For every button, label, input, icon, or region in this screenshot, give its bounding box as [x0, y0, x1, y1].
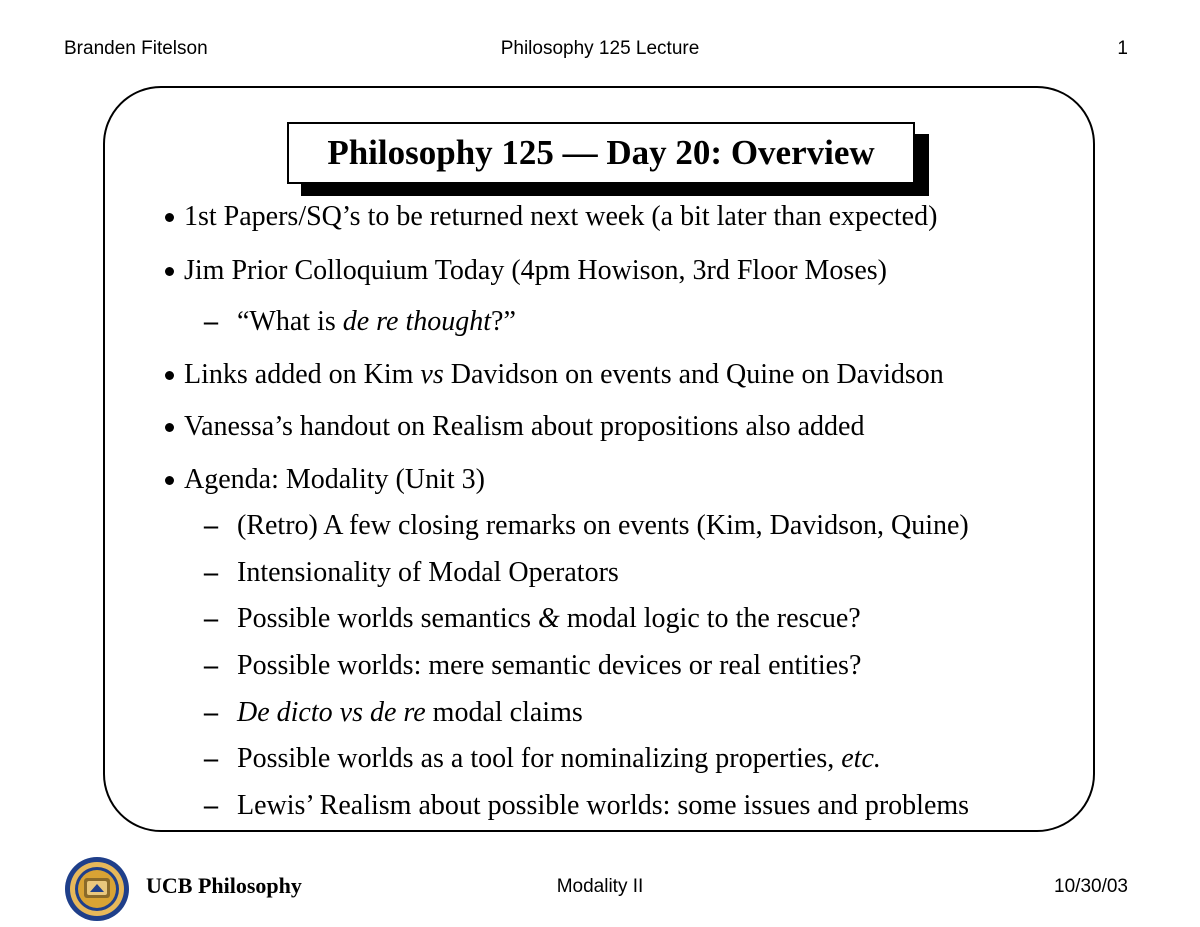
text-part: Davidson on events and Quine on Davidson	[443, 359, 944, 390]
sub-item	[237, 696, 583, 730]
text-part: Possible worlds as a tool for nominalizing properties,	[237, 743, 842, 774]
sub-item: Possible worlds: mere semantic devices or real entities?	[237, 650, 862, 681]
bullet-icon	[165, 371, 174, 380]
dash-icon: –	[204, 306, 218, 337]
bullet-icon	[165, 213, 174, 222]
dash-icon: –	[204, 743, 218, 774]
sub-item: Intensionality of Modal Operators	[237, 557, 619, 588]
organization-name: UCB Philosophy	[146, 873, 302, 898]
bullet-item: Agenda: Modality (Unit 3)	[184, 464, 485, 495]
italic-part: de re thought	[342, 306, 492, 337]
italic-part: &	[538, 603, 560, 634]
italic-part: etc.	[841, 743, 881, 774]
text-part: modal logic to the rescue?	[559, 603, 861, 634]
sub-item: Lewis’ Realism about possible worlds: some issues and problems	[237, 790, 970, 821]
bullet-item	[184, 358, 944, 392]
bullet-icon	[165, 476, 174, 485]
dash-icon: –	[204, 557, 218, 588]
sub-item	[237, 742, 881, 776]
text-part: Possible worlds semantics	[237, 603, 538, 634]
footer-date: 10/30/03	[1054, 876, 1128, 897]
slide-title: Philosophy 125 — Day 20: Overview	[287, 122, 915, 184]
header-course: Philosophy 125 Lecture	[500, 38, 700, 59]
header-author: Branden Fitelson	[64, 38, 208, 59]
bullet-item: Vanessa’s handout on Realism about propositions also added	[184, 411, 865, 442]
dash-icon: –	[204, 697, 218, 728]
sub-item	[237, 305, 516, 339]
text-part: ?”	[491, 306, 516, 337]
bullet-item: Jim Prior Colloquium Today (4pm Howison, 3rd Floor Moses)	[184, 255, 887, 286]
sub-item: (Retro) A few closing remarks on events (Kim, Davidson, Quine)	[237, 510, 969, 541]
page-number: 1	[1117, 38, 1128, 59]
text-part: “What is	[237, 306, 343, 337]
dash-icon: –	[204, 650, 218, 681]
italic-part: vs	[420, 359, 444, 390]
text-part: modal claims	[425, 697, 583, 728]
bullet-item: 1st Papers/SQ’s to be returned next week (a bit later than expected)	[184, 201, 938, 232]
dash-icon: –	[204, 603, 218, 634]
italic-part: De dicto vs de re	[237, 697, 426, 728]
footer-topic: Modality II	[556, 876, 644, 897]
dash-icon: –	[204, 790, 218, 821]
dash-icon: –	[204, 510, 218, 541]
text-part: Links added on Kim	[184, 359, 421, 390]
sub-item	[237, 602, 861, 636]
bullet-icon	[165, 267, 174, 276]
bullet-icon	[165, 423, 174, 432]
